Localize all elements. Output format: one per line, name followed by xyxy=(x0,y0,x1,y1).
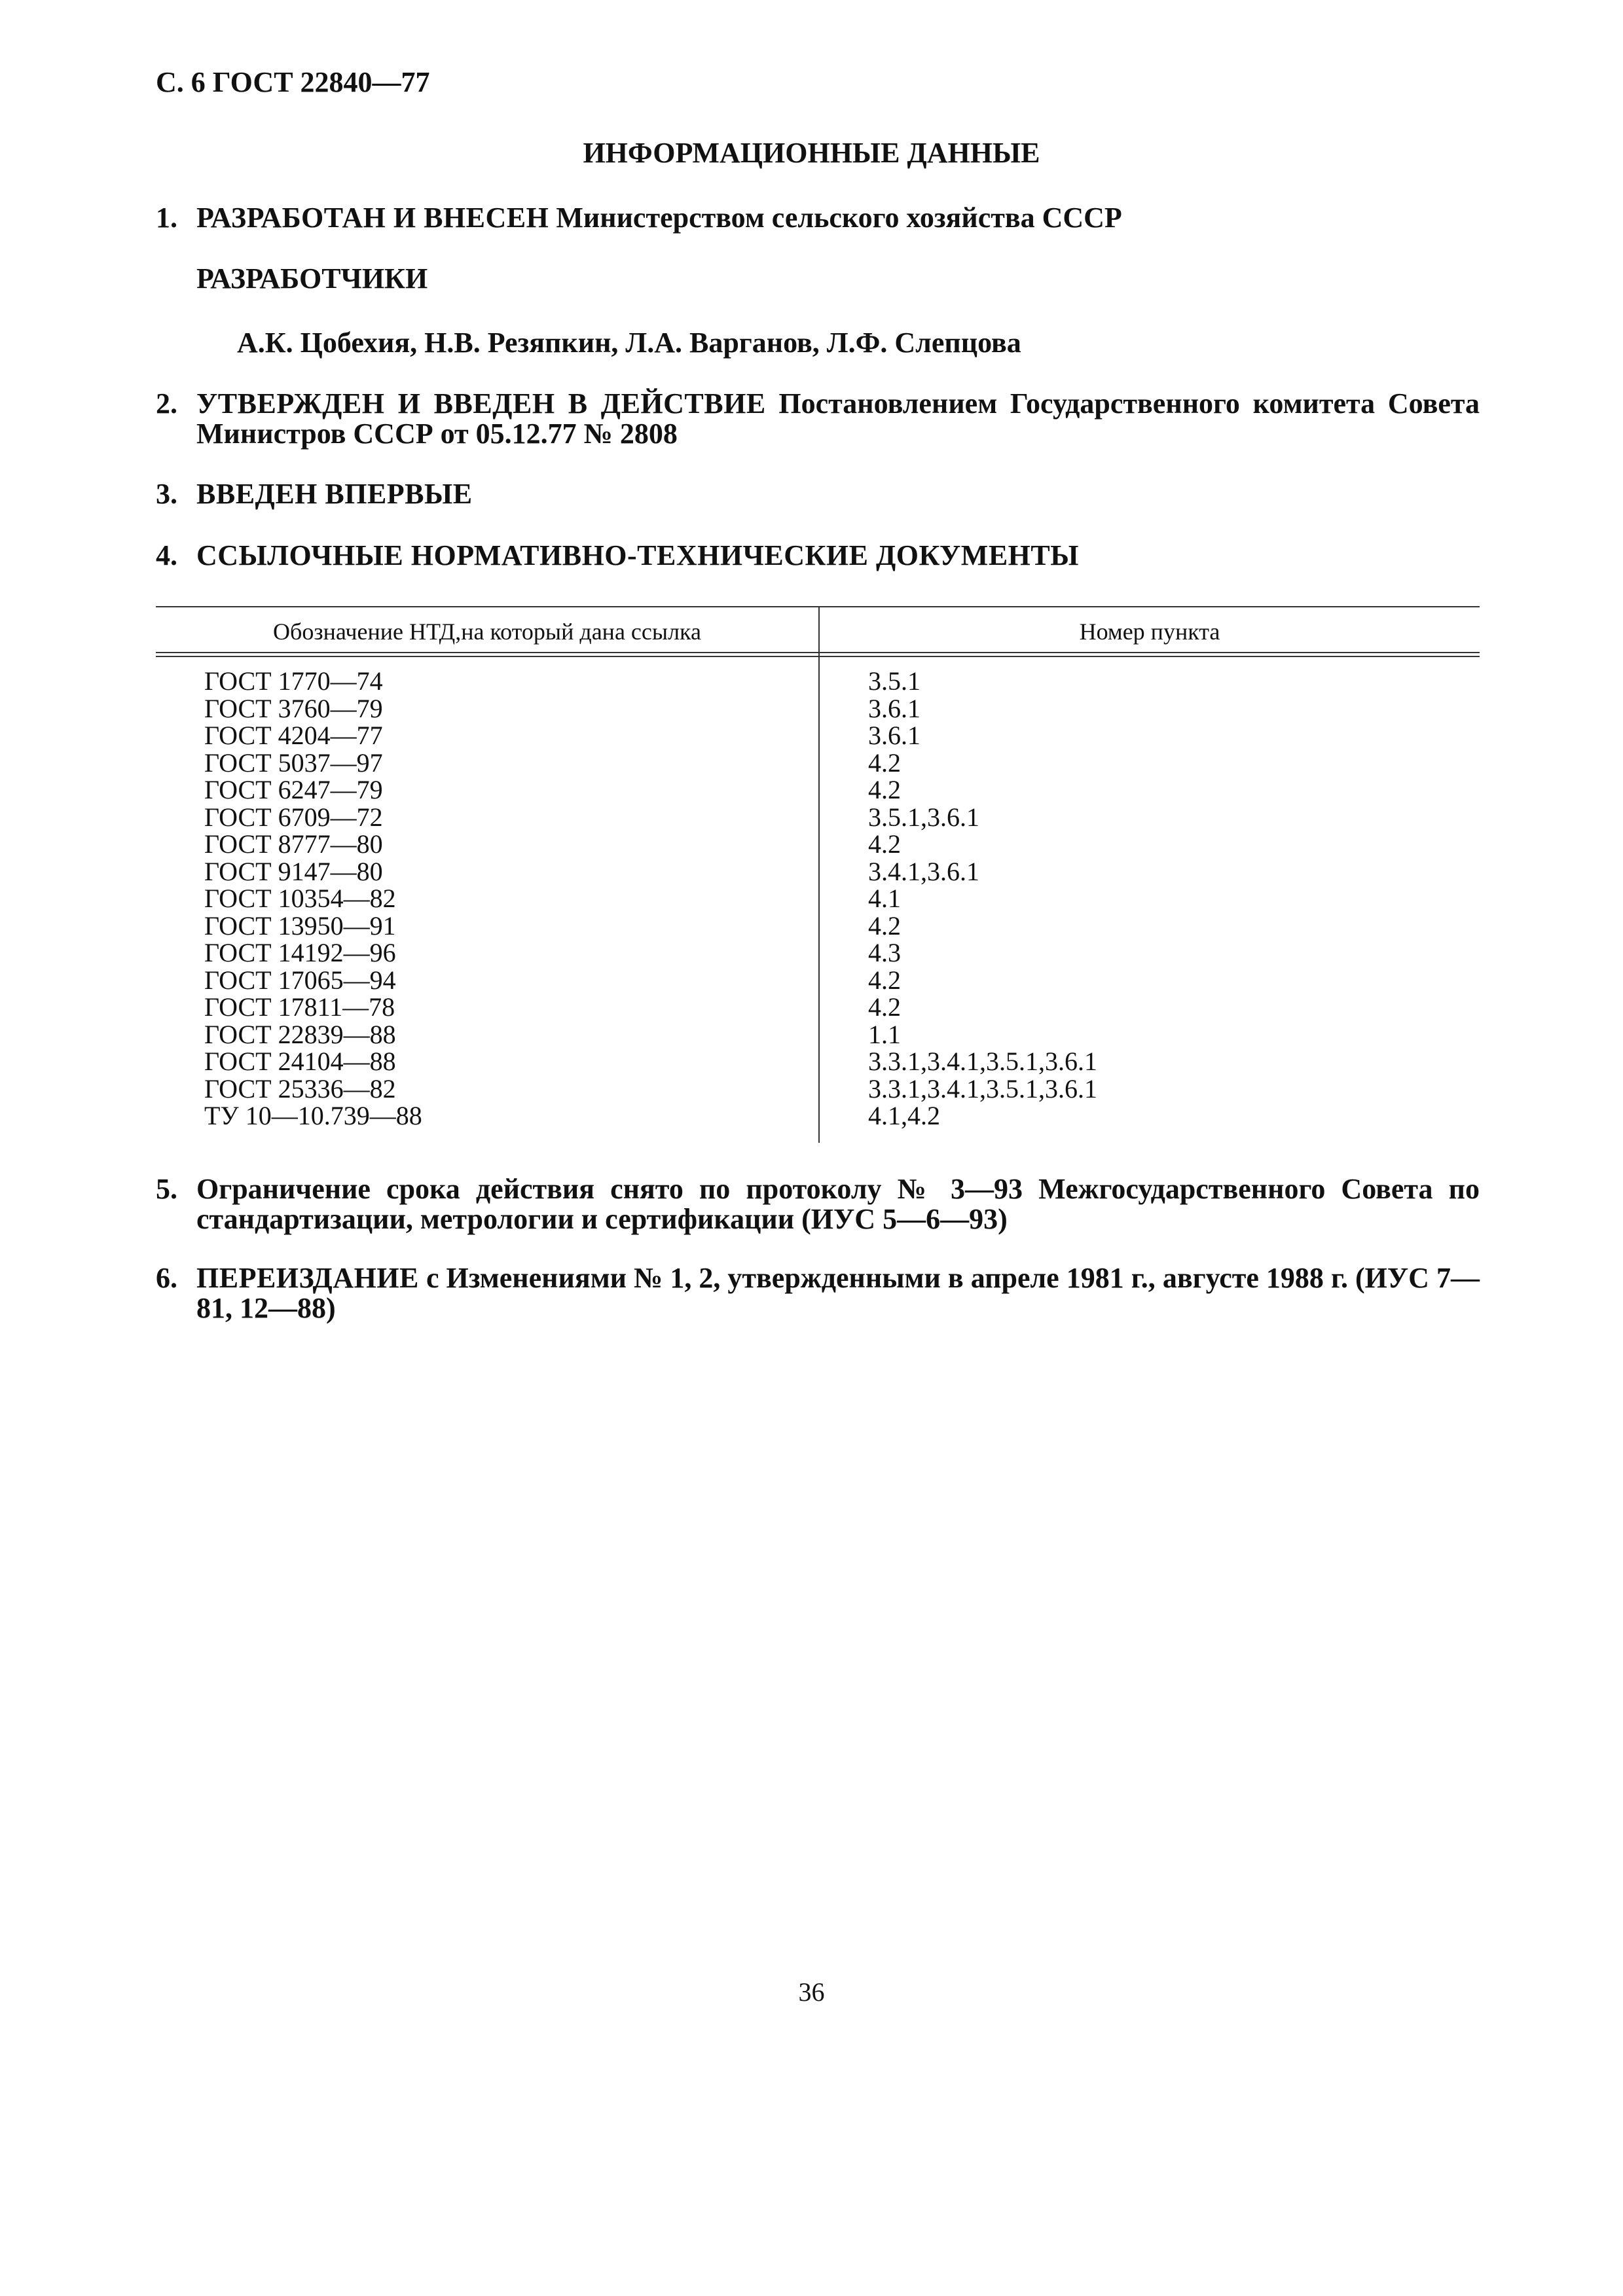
table-header-clause: Номер пункта xyxy=(1079,619,1220,645)
section-2-text: Постановлением Государственного комитета Совета Министров СССР от 05.12.77 № 2808 xyxy=(196,387,1480,450)
table-cell-designation: ГОСТ 13950—91 xyxy=(204,910,396,941)
table-designation-column xyxy=(204,668,422,1130)
table-cell-clause: 3.6.1 xyxy=(868,721,921,750)
table-cell-designation: ГОСТ 25336—82 xyxy=(204,1073,396,1103)
table-header-rule-1 xyxy=(156,652,1480,653)
table-cell-clause: 1.1 xyxy=(868,1019,901,1049)
table-cell-clause: 4.2 xyxy=(868,910,901,941)
table-cell-designation: ГОСТ 24104—88 xyxy=(204,1047,396,1076)
developers-list: А.К. Цобехия, Н.В. Резяпкин, Л.А. Варганов, Л.Ф. Слепцова xyxy=(237,327,1021,359)
developers-label: РАЗРАБОТЧИКИ xyxy=(196,262,428,295)
table-cell-clause: 3.6.1 xyxy=(868,693,921,723)
table-cell-clause: 3.5.1 xyxy=(868,666,921,696)
section-4-number: 4. xyxy=(156,539,177,571)
table-cell-designation: ГОСТ 6247—79 xyxy=(204,775,383,804)
section-5-number: 5. xyxy=(156,1173,177,1205)
table-cell-clause: 3.3.1,3.4.1,3.5.1,3.6.1 xyxy=(868,1073,1097,1103)
section-5-text: Ограничение срока действия снято по протоколу № 3—93 Межгосударственного Совета по стандартизации, метрологии и сертификации (ИУС 5—6—93) xyxy=(196,1173,1480,1235)
table-cell-designation: ГОСТ 9147—80 xyxy=(204,856,383,886)
table-cell-designation: ГОСТ 17811—78 xyxy=(204,992,395,1022)
section-1-text: Министерством сельского хозяйства СССР xyxy=(556,202,1122,234)
section-3-number: 3. xyxy=(156,478,177,510)
section-2-number: 2. xyxy=(156,387,177,420)
table-cell-clause: 3.3.1,3.4.1,3.5.1,3.6.1 xyxy=(868,1047,1097,1076)
table-cell-designation: ГОСТ 14192—96 xyxy=(204,938,396,967)
section-1 xyxy=(156,203,1480,233)
table-cell-clause: 3.5.1,3.6.1 xyxy=(868,802,979,832)
table-cell-designation: ГОСТ 22839—88 xyxy=(204,1019,396,1049)
table-cell-clause: 4.2 xyxy=(868,775,901,804)
table-clause-column xyxy=(868,668,1097,1130)
section-2 xyxy=(156,389,1480,449)
section-6 xyxy=(156,1263,1480,1323)
table-cell-clause: 3.4.1,3.6.1 xyxy=(868,856,979,886)
table-cell-clause: 4.2 xyxy=(868,829,901,859)
table-cell-designation: ГОСТ 1770—74 xyxy=(204,666,383,696)
table-cell-clause: 4.2 xyxy=(868,992,901,1022)
section-4 xyxy=(156,541,1480,571)
table-cell-designation: ГОСТ 4204—77 xyxy=(204,721,383,750)
section-6-text: с Изменениями № 1, 2, утвержденными в апреле 1981 г., августе 1988 г. (ИУС 7—81, 12—88) xyxy=(196,1262,1480,1324)
page-number: 36 xyxy=(798,1977,825,2007)
table-cell-designation: ГОСТ 3760—79 xyxy=(204,693,383,723)
section-3-caps: ВВЕДЕН ВПЕРВЫЕ xyxy=(196,478,473,510)
page-title: ИНФОРМАЦИОННЫЕ ДАННЫЕ xyxy=(583,137,1040,169)
section-3 xyxy=(156,479,1480,509)
table-top-rule xyxy=(156,606,1480,607)
table-cell-clause: 4.3 xyxy=(868,938,901,967)
section-2-caps: УТВЕРЖДЕН И ВВЕДЕН В ДЕЙСТВИЕ xyxy=(196,387,766,420)
table-cell-clause: 4.1 xyxy=(868,884,901,913)
table-cell-designation: ТУ 10—10.739—88 xyxy=(204,1101,422,1130)
table-header-designation: Обозначение НТД,на который дана ссылка xyxy=(273,619,701,645)
page-header: С. 6 ГОСТ 22840—77 xyxy=(156,66,430,98)
table-cell-designation: ГОСТ 17065—94 xyxy=(204,965,396,995)
table-cell-designation: ГОСТ 8777—80 xyxy=(204,829,383,859)
table-cell-clause: 4.2 xyxy=(868,747,901,778)
section-6-number: 6. xyxy=(156,1262,177,1294)
table-column-divider xyxy=(818,606,820,1143)
table-header-rule-2 xyxy=(156,656,1480,657)
table-cell-designation: ГОСТ 6709—72 xyxy=(204,802,383,832)
section-1-caps: РАЗРАБОТАН И ВНЕСЕН xyxy=(196,202,549,234)
section-1-number: 1. xyxy=(156,202,177,234)
section-4-caps: ССЫЛОЧНЫЕ НОРМАТИВНО-ТЕХНИЧЕСКИЕ ДОКУМЕНТЫ xyxy=(196,539,1079,571)
section-5 xyxy=(156,1174,1480,1234)
table-cell-designation: ГОСТ 10354—82 xyxy=(204,884,396,913)
table-cell-designation: ГОСТ 5037—97 xyxy=(204,747,383,778)
section-6-caps: ПЕРЕИЗДАНИЕ xyxy=(196,1262,419,1294)
table-cell-clause: 4.1,4.2 xyxy=(868,1101,940,1130)
table-cell-clause: 4.2 xyxy=(868,965,901,995)
